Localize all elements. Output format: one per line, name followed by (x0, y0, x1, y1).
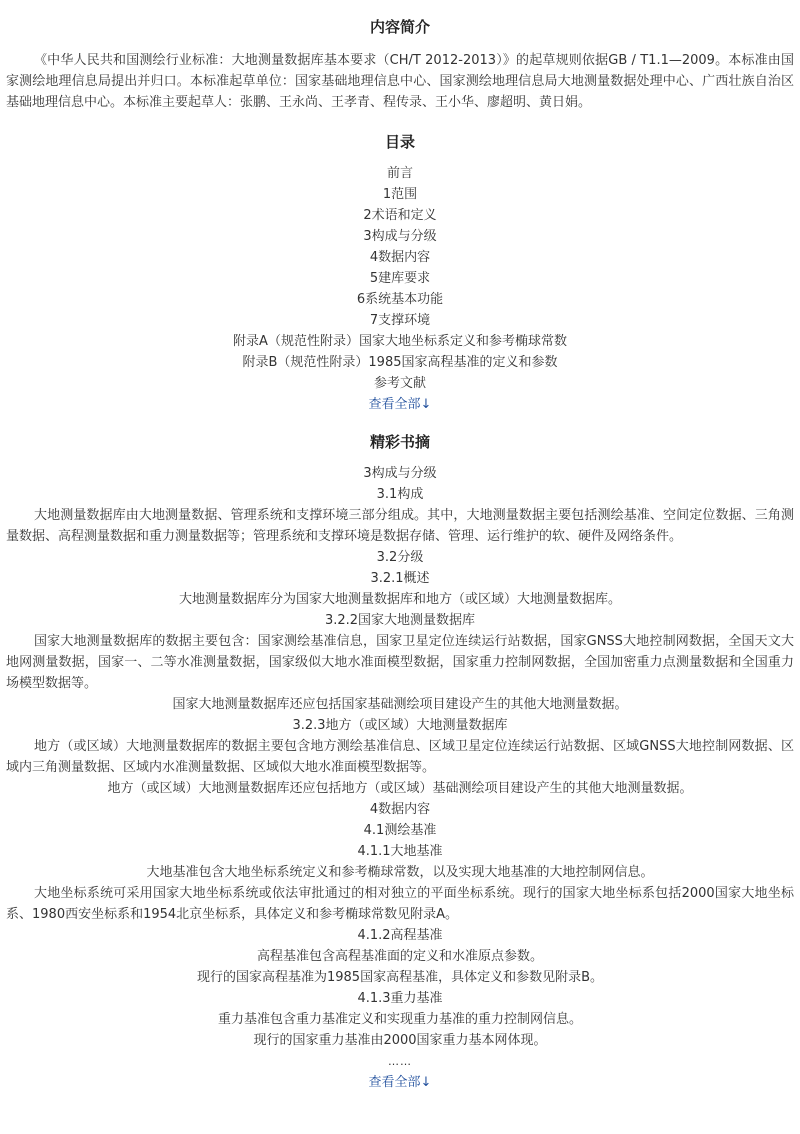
excerpt-paragraph: 国家大地测量数据库的数据主要包含：国家测绘基准信息，国家卫星定位连续运行站数据，国家GNSS大地控制网数据，全国天文大地网测量数据，国家一、二等水准测量数据，国家级似大地水准面模型数据，国家重力控制网数据，全国加密重力点测量数据和全国重力场模型数据等。 (6, 634, 794, 691)
excerpt-paragraph: 国家大地测量数据库还应包括国家基础测绘项目建设产生的其他大地测量数据。 (172, 697, 628, 712)
toc-item: 6系统基本功能 (356, 292, 444, 307)
excerpt-paragraph: 大地基准包含大地坐标系统定义和参考椭球常数，以及实现大地基准的大地控制网信息。 (146, 865, 654, 880)
toc-heading: 目录 (384, 133, 415, 151)
toc-item: 附录B（规范性附录）1985国家高程基准的定义和参数 (242, 355, 558, 370)
intro-heading: 内容简介 (369, 18, 430, 36)
excerpt-section (6, 429, 794, 1093)
excerpt-paragraph: 地方（或区域）大地测量数据库还应包括地方（或区域）基础测绘项目建设产生的其他大地测量数据。 (107, 781, 693, 796)
excerpt-heading-line: 3.2.2国家大地测量数据库 (324, 613, 476, 628)
toc-item: 附录A（规范性附录）国家大地坐标系定义和参考椭球常数 (233, 334, 567, 349)
toc-view-all-link[interactable]: 查看全部↓ (368, 397, 432, 412)
toc-item: 4数据内容 (369, 250, 431, 265)
toc-list (6, 163, 794, 394)
excerpt-heading-line: 3.2.3地方（或区域）大地测量数据库 (292, 718, 508, 733)
excerpt-paragraph: 大地测量数据库分为国家大地测量数据库和地方（或区域）大地测量数据库。 (178, 592, 621, 607)
excerpt-heading-line: 3构成与分级 (363, 466, 437, 481)
excerpt-heading-line: 4数据内容 (369, 802, 431, 817)
excerpt-heading-line: 4.1.2高程基准 (357, 928, 443, 943)
excerpt-paragraph: 现行的国家重力基准由2000国家重力基本网体现。 (253, 1033, 547, 1048)
excerpt-paragraph: 重力基准包含重力基准定义和实现重力基准的重力控制网信息。 (217, 1012, 582, 1027)
toc-item: 7支撑环境 (369, 313, 431, 328)
excerpt-heading-line: 3.2分级 (376, 550, 424, 565)
excerpt-heading-line: 4.1.1大地基准 (357, 844, 443, 859)
excerpt-paragraph: 大地测量数据库由大地测量数据、管理系统和支撑环境三部分组成。其中，大地测量数据主要包括测绘基准、空间定位数据、三角测量数据、高程测量数据和重力测量数据等；管理系统和支撑环境是数据存储、管理、运行维护的软、硬件及网络条件。 (6, 508, 794, 544)
excerpt-paragraph: 地方（或区域）大地测量数据库的数据主要包含地方测绘基准信息、区域卫星定位连续运行站数据、区域GNSS大地控制网数据、区域内三角测量数据、区域内水准测量数据、区域似大地水准面模型数据等。 (6, 739, 794, 775)
excerpt-heading-line: 3.2.1概述 (370, 571, 430, 586)
toc-item: 2术语和定义 (363, 208, 437, 223)
intro-text: 《中华人民共和国测绘行业标准：大地测量数据库基本要求（CH/T 2012-2013）》的起草规则依据GB / T1.1—2009。本标准由国家测绘地理信息局提出并归口。本标准起草单位：国家基础地理信息中心、国家测绘地理信息局大地测量数据处理中心、广西壮族自治区基础地理信息中心。本标准主要起草人：张鹏、王永尚、王孝青、程传录、王小华、廖超明、黄日娟。 (6, 53, 794, 110)
excerpt-paragraph: 现行的国家高程基准为1985国家高程基准，具体定义和参数见附录B。 (196, 970, 603, 985)
excerpt-body (6, 463, 794, 1072)
intro-section (6, 0, 794, 113)
excerpt-heading-line: 4.1测绘基准 (363, 823, 437, 838)
excerpt-view-all-link[interactable]: 查看全部↓ (368, 1075, 432, 1090)
excerpt-paragraph: 大地坐标系统可采用国家大地坐标系统或依法审批通过的相对独立的平面坐标系统。现行的国家大地坐标系包括2000国家大地坐标系、1980西安坐标系和1954北京坐标系，具体定义和参考椭球常数见附录A。 (6, 886, 794, 922)
toc-item: 5建库要求 (369, 271, 431, 286)
toc-item: 3构成与分级 (363, 229, 437, 244)
toc-item: 1范围 (382, 187, 418, 202)
toc-section (6, 129, 794, 415)
excerpt-heading: 精彩书摘 (369, 433, 430, 451)
excerpt-paragraph: 高程基准包含高程基准面的定义和水准原点参数。 (256, 949, 543, 964)
excerpt-heading-line: 3.1构成 (376, 487, 424, 502)
toc-item: 参考文献 (373, 376, 426, 391)
excerpt-heading-line: 4.1.3重力基准 (357, 991, 443, 1006)
toc-item: 前言 (386, 166, 413, 181)
excerpt-ellipsis: …… (388, 1055, 412, 1068)
